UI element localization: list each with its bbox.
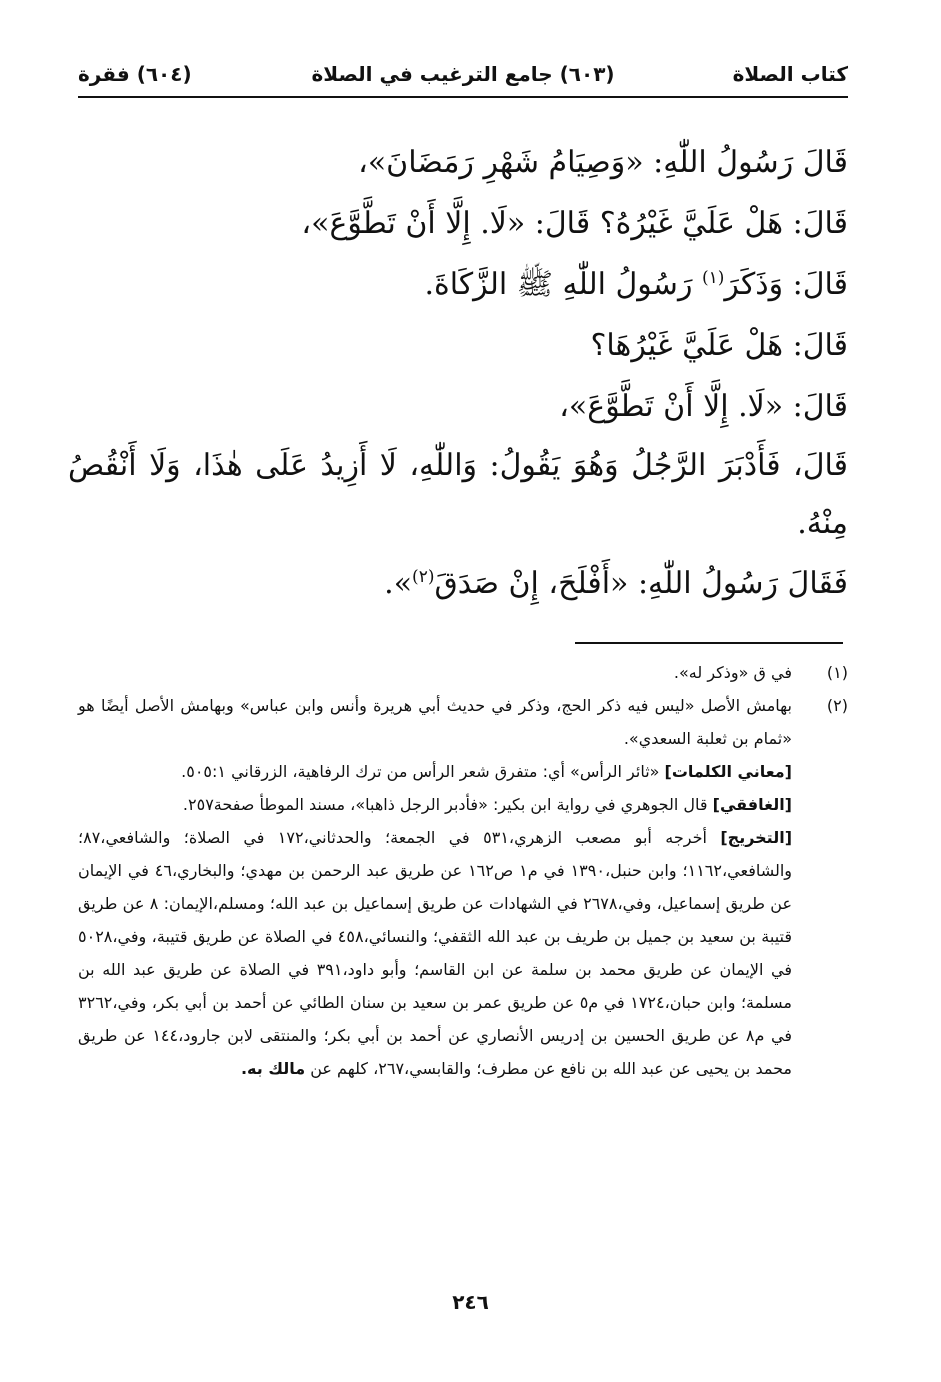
text-line-2: قَالَ: هَلْ عَلَيَّ غَيْرُهُ؟ قَالَ: «لَا. إِلَّا أَنْ تَطَّوَّعَ»،	[301, 206, 848, 241]
text-line-6: قَالَ، فَأَدْبَرَ الرَّجُلُ وَهُوَ يَقُولُ: وَاللّٰهِ، لَا أَزِيدُ عَلَى هٰذَا، وَلَا أَنْقُصُ مِنْهُ.	[68, 448, 848, 541]
text-line-7-start: فَقَالَ رَسُولُ اللّٰهِ: «أَفْلَحَ، إِنْ صَدَقَ	[434, 566, 848, 601]
running-header	[78, 58, 848, 98]
footnote-2-number: (٢)	[826, 696, 848, 715]
header-book-title: كتاب الصلاة	[732, 62, 848, 86]
footnote-marker-2: (٢)	[412, 567, 435, 587]
note-word-meanings-text: «ثائر الرأس» أي: متفرق شعر الرأس من ترك الرفاهية، الزرقاني ٥٠٥:١.	[181, 762, 665, 781]
footnote-1-text: في ق «وذكر له».	[673, 663, 792, 682]
note-ghafiqi	[78, 788, 792, 821]
footnote-2-text: بهامش الأصل «ليس فيه ذكر الحج، وذكر في حديث أبي هريرة وأنس وابن عباس» وبهامش الأصل أيضًا هو «ثمام بن ثعلبة السعدي».	[78, 696, 792, 748]
footnote-1-number: (١)	[826, 663, 848, 682]
text-line-1: قَالَ رَسُولُ اللّٰهِ: «وَصِيَامُ شَهْرِ رَمَضَانَ»،	[358, 145, 848, 180]
note-ghafiqi-text: قال الجوهري في رواية ابن بكير: «فأدبر الرجل ذاهبا»، مسند الموطأ صفحة٢٥٧.	[182, 795, 713, 814]
note-takhrij-text: أخرجه أبو مصعب الزهري،٥٣١ في الجمعة؛ والحدثاني،١٧٢ في الصلاة؛ والشافعي،٨٧؛ والشافعي،١١٦٢؛ وابن حنبل،١٣٩٠ في م١ ص١٦٢ عن طريق عبد الرحمن بن مهدي؛ والبخاري،٤٦ في الإيمان عن طريق إسماعيل، وفي،٢٦٧٨ في الشهادات عن طريق إسماعيل بن عبد الله؛ ومسلم،الإيمان: ٨ عن طريق قتيبة بن سعيد بن جميل بن طريف بن عبد الله الثقفي؛ والنسائي،٤٥٨ في الصلاة عن طريق قتيبة، وفي،٥٠٢٨ في الإيمان عن طريق محمد بن سلمة عن ابن القاسم؛ وأبو داود،٣٩١ في الصلاة عن طريق عبد الله بن مسلمة؛ وابن حبان،١٧٢٤ في م٥ عن طريق عمر بن سعيد بن سنان الطائي عن أحمد بن أبي بكر، وفي،٣٢٦٢ في م٨ عن طريق الحسين بن إدريس الأنصاري عن أحمد بن أبي بكر؛ والمنتقى لابن جارود،١٤٤ عن طريق محمد بن يحيى عن عبد الله بن نافع عن مطرف؛ والقابسي،٢٦٧، كلهم عن	[78, 828, 793, 1078]
text-line-3	[78, 254, 848, 315]
page-number: ٢٤٦	[452, 1290, 489, 1314]
text-line-7	[78, 553, 848, 614]
text-line-7-end: ».	[384, 566, 413, 601]
text-line-3-start: قَالَ: وَذَكَرَ	[724, 267, 848, 302]
note-word-meanings	[78, 755, 792, 788]
note-word-meanings-label: [معاني الكلمات]	[664, 762, 792, 781]
footnote-marker-1: (١)	[701, 268, 725, 288]
footnote-divider	[575, 642, 843, 644]
hadith-text	[68, 132, 848, 614]
header-chapter-title: (٦٠٣) جامع الترغيب في الصلاة	[311, 62, 615, 86]
footnotes	[78, 656, 848, 1085]
footnote-1	[78, 656, 848, 689]
note-takhrij	[78, 821, 792, 1085]
footnote-2	[78, 689, 848, 755]
text-line-5: قَالَ: «لَا. إِلَّا أَنْ تَطَّوَّعَ»،	[559, 389, 848, 424]
note-takhrij-label: [التخريج]	[720, 828, 793, 847]
text-line-3-end: رَسُولُ اللّٰهِ ﷺ الزَّكَاةَ.	[424, 267, 702, 302]
header-divider	[78, 96, 848, 98]
note-takhrij-end: مالك به.	[240, 1059, 306, 1078]
text-line-4: قَالَ: هَلْ عَلَيَّ غَيْرُهَا؟	[590, 328, 848, 363]
header-paragraph-number: (٦٠٤) فقرة	[78, 62, 192, 86]
note-ghafiqi-label: [الغافقي]	[712, 795, 792, 814]
